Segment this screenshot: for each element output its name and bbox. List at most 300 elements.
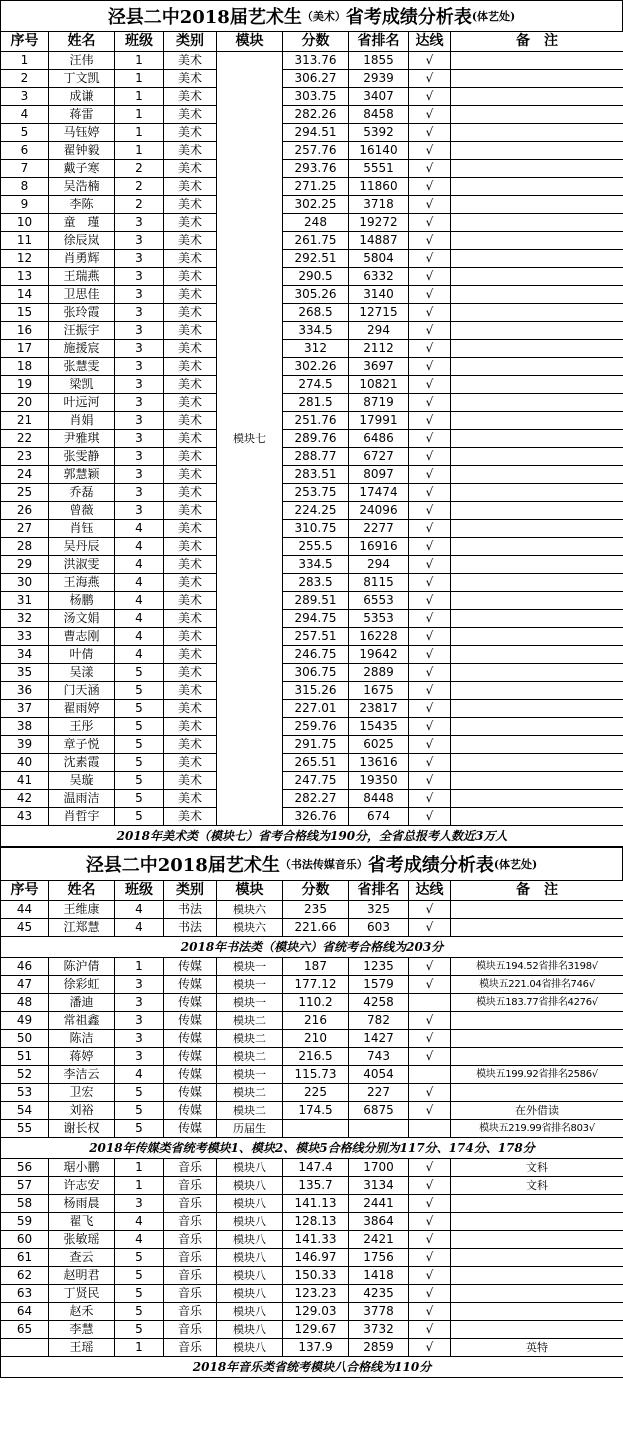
table-cell: 5804 xyxy=(349,250,409,268)
title-art-post: 省考成绩分析表 xyxy=(345,7,472,28)
table-cell: 24 xyxy=(1,466,49,484)
table-cell: 美术 xyxy=(164,466,217,484)
table-cell: √ xyxy=(409,1030,451,1048)
table-cell xyxy=(283,1120,349,1138)
table-cell: 模块二 xyxy=(217,1048,283,1066)
table-cell: 杨雨晨 xyxy=(49,1195,115,1213)
table-cell: 326.76 xyxy=(283,808,349,826)
table-cell: 模块五221.04省排名746√ xyxy=(451,976,623,994)
table-cell: 美术 xyxy=(164,592,217,610)
table-row xyxy=(1,610,623,628)
table-cell xyxy=(451,1084,623,1102)
table-cell: 张慧雯 xyxy=(49,358,115,376)
table-cell: √ xyxy=(409,1048,451,1066)
table-cell: 5 xyxy=(115,1285,164,1303)
table-cell: 150.33 xyxy=(283,1267,349,1285)
table-cell: 51 xyxy=(1,1048,49,1066)
table-cell: 177.12 xyxy=(283,976,349,994)
table-cell: 模块二 xyxy=(217,1030,283,1048)
table-cell: 5 xyxy=(115,1303,164,1321)
table-cell: 3 xyxy=(115,484,164,502)
table-cell xyxy=(451,268,623,286)
table-cell: 28 xyxy=(1,538,49,556)
table-cell: 曾薇 xyxy=(49,502,115,520)
table-cell xyxy=(451,1267,623,1285)
table-cell: 书法 xyxy=(164,919,217,937)
table-cell xyxy=(451,484,623,502)
table-cell: 琚小鹏 xyxy=(49,1159,115,1177)
table-cell: 李陈 xyxy=(49,196,115,214)
table-cell: 743 xyxy=(349,1048,409,1066)
table-cell: 4 xyxy=(115,538,164,556)
table-cell: 模块五219.99省排名803√ xyxy=(451,1120,623,1138)
table-cell: 14887 xyxy=(349,232,409,250)
table-cell: 3 xyxy=(115,976,164,994)
table-cell: √ xyxy=(409,394,451,412)
table-cell: 模块八 xyxy=(217,1285,283,1303)
table-cell xyxy=(451,901,623,919)
table-cell: 传媒 xyxy=(164,1120,217,1138)
table-cell: 赵禾 xyxy=(49,1303,115,1321)
table-cell: 施援宸 xyxy=(49,340,115,358)
table-cell: 257.76 xyxy=(283,142,349,160)
table-cell: √ xyxy=(409,178,451,196)
table-cell: 251.76 xyxy=(283,412,349,430)
table-cell: 8 xyxy=(1,178,49,196)
table-cell: 46 xyxy=(1,958,49,976)
table-cell: √ xyxy=(409,1339,451,1357)
table-cell xyxy=(451,700,623,718)
table-cell: 54 xyxy=(1,1102,49,1120)
table-cell: 3 xyxy=(115,376,164,394)
table-cell: 6 xyxy=(1,142,49,160)
table-cell: 10821 xyxy=(349,376,409,394)
table-cell xyxy=(451,1249,623,1267)
table-cell: 6727 xyxy=(349,448,409,466)
table-row xyxy=(1,196,623,214)
table-cell: 44 xyxy=(1,901,49,919)
table-cell: √ xyxy=(409,1084,451,1102)
table-cell: 5 xyxy=(115,772,164,790)
summary-row xyxy=(1,1357,623,1378)
table-cell: √ xyxy=(409,304,451,322)
table-cell: 美术 xyxy=(164,286,217,304)
table-cell: 3 xyxy=(115,466,164,484)
table-cell: √ xyxy=(409,520,451,538)
header-cell: 模块 xyxy=(217,32,283,52)
table-cell: √ xyxy=(409,1102,451,1120)
table-cell: 赵明君 xyxy=(49,1267,115,1285)
table-cell: 1675 xyxy=(349,682,409,700)
table-cell: 3 xyxy=(115,448,164,466)
table-cell: 315.26 xyxy=(283,682,349,700)
table-cell: 王彤 xyxy=(49,718,115,736)
table-cell: 3134 xyxy=(349,1177,409,1195)
table-row xyxy=(1,1195,623,1213)
table-cell: 翟雨婷 xyxy=(49,700,115,718)
table-cell: 3 xyxy=(115,394,164,412)
table-cell: 2 xyxy=(115,160,164,178)
table-cell: 3 xyxy=(115,250,164,268)
table-cell: 4235 xyxy=(349,1285,409,1303)
table-cell: 音乐 xyxy=(164,1195,217,1213)
table-cell: 47 xyxy=(1,976,49,994)
table-cell: 杨鹏 xyxy=(49,592,115,610)
table-cell xyxy=(451,304,623,322)
table-cell: 2889 xyxy=(349,664,409,682)
table-cell: 音乐 xyxy=(164,1213,217,1231)
table-cell: 294 xyxy=(349,556,409,574)
table-cell: 梁凯 xyxy=(49,376,115,394)
table-cell: 蒋婷 xyxy=(49,1048,115,1066)
title-other-post: 省考成绩分析表 xyxy=(367,855,494,876)
table-cell: 3 xyxy=(115,1012,164,1030)
table-row xyxy=(1,214,623,232)
table-cell: 15 xyxy=(1,304,49,322)
table-cell: 肖钰 xyxy=(49,520,115,538)
table-cell: 模块一 xyxy=(217,958,283,976)
table-cell: 221.66 xyxy=(283,919,349,937)
header-cell: 备 注 xyxy=(451,881,623,901)
table-cell: 34 xyxy=(1,646,49,664)
table-cell: 5 xyxy=(115,808,164,826)
table-cell: 281.5 xyxy=(283,394,349,412)
table-row xyxy=(1,1213,623,1231)
module-cell: 模块七 xyxy=(217,52,283,826)
table-cell: 5 xyxy=(115,754,164,772)
table-cell: 肖勇辉 xyxy=(49,250,115,268)
table-cell: 13616 xyxy=(349,754,409,772)
table-cell: 翟钟毅 xyxy=(49,142,115,160)
table-cell: √ xyxy=(409,700,451,718)
table-cell: 174.5 xyxy=(283,1102,349,1120)
table-cell: 音乐 xyxy=(164,1321,217,1339)
table-cell: 美术 xyxy=(164,52,217,70)
table-cell: 音乐 xyxy=(164,1285,217,1303)
table-row xyxy=(1,1066,623,1084)
table-cell: 模块八 xyxy=(217,1177,283,1195)
table-row xyxy=(1,322,623,340)
table-cell: 美术 xyxy=(164,196,217,214)
table-cell: √ xyxy=(409,538,451,556)
table-cell xyxy=(409,1066,451,1084)
table-cell xyxy=(451,340,623,358)
table-cell: 5 xyxy=(115,664,164,682)
table-cell: 1 xyxy=(115,52,164,70)
table-cell: 美术 xyxy=(164,520,217,538)
table-row xyxy=(1,304,623,322)
table-cell xyxy=(451,538,623,556)
table-cell: √ xyxy=(409,412,451,430)
table-cell: 63 xyxy=(1,1285,49,1303)
table-cell: 美术 xyxy=(164,646,217,664)
table-cell: √ xyxy=(409,790,451,808)
table-cell xyxy=(451,1285,623,1303)
table-cell: √ xyxy=(409,1177,451,1195)
table-cell: 1 xyxy=(115,142,164,160)
table-cell: 美术 xyxy=(164,556,217,574)
table-cell: √ xyxy=(409,1303,451,1321)
table-cell: 模块六 xyxy=(217,901,283,919)
table-cell: 传媒 xyxy=(164,958,217,976)
table-cell: 美术 xyxy=(164,160,217,178)
table-cell: 模块八 xyxy=(217,1213,283,1231)
table-cell: 模块八 xyxy=(217,1267,283,1285)
table-cell: 3864 xyxy=(349,1213,409,1231)
table-cell: 汪伟 xyxy=(49,52,115,70)
table-cell: 传媒 xyxy=(164,994,217,1012)
table-cell xyxy=(451,124,623,142)
table-cell: 3 xyxy=(115,322,164,340)
table-cell xyxy=(451,754,623,772)
table-cell: 5 xyxy=(115,718,164,736)
table-cell: 265.51 xyxy=(283,754,349,772)
table-row xyxy=(1,958,623,976)
table-cell: √ xyxy=(409,466,451,484)
table-cell xyxy=(451,1303,623,1321)
table-cell: 56 xyxy=(1,1159,49,1177)
table-row xyxy=(1,160,623,178)
header-cell: 班级 xyxy=(115,32,164,52)
table-cell: 282.26 xyxy=(283,106,349,124)
table-cell: 30 xyxy=(1,574,49,592)
table-row xyxy=(1,358,623,376)
table-cell: 音乐 xyxy=(164,1177,217,1195)
table-cell: 16228 xyxy=(349,628,409,646)
table-cell: 58 xyxy=(1,1195,49,1213)
table-cell: 模块八 xyxy=(217,1339,283,1357)
media-summary: 2018年传媒类省统考模块1、模块2、模块5合格线分别为117分、174分、178分 xyxy=(1,1138,623,1159)
table-cell: 传媒 xyxy=(164,1030,217,1048)
table-cell: √ xyxy=(409,358,451,376)
table-cell: √ xyxy=(409,484,451,502)
table-cell: 模块一 xyxy=(217,1066,283,1084)
table-cell: 王维康 xyxy=(49,901,115,919)
table-cell xyxy=(451,196,623,214)
table-cell: 271.25 xyxy=(283,178,349,196)
table-cell: 302.25 xyxy=(283,196,349,214)
table-cell: 书法 xyxy=(164,901,217,919)
table-cell: 文科 xyxy=(451,1177,623,1195)
table-cell xyxy=(451,718,623,736)
table-cell: 603 xyxy=(349,919,409,937)
table-cell: √ xyxy=(409,808,451,826)
table-cell: 3 xyxy=(115,214,164,232)
table-cell: 美术 xyxy=(164,142,217,160)
table-cell: 4 xyxy=(115,628,164,646)
table-cell: √ xyxy=(409,160,451,178)
table-cell: 8458 xyxy=(349,106,409,124)
table-row xyxy=(1,88,623,106)
table-cell: 246.75 xyxy=(283,646,349,664)
table-row xyxy=(1,1084,623,1102)
table-cell: 文科 xyxy=(451,1159,623,1177)
music-summary: 2018年音乐类省统考模块八合格线为110分 xyxy=(1,1357,623,1378)
table-cell: 王瑞燕 xyxy=(49,268,115,286)
table-cell xyxy=(451,574,623,592)
table-cell xyxy=(1,1339,49,1357)
table-row xyxy=(1,736,623,754)
summary-row xyxy=(1,826,623,847)
table-cell: 模块五199.92省排名2586√ xyxy=(451,1066,623,1084)
table-cell xyxy=(451,88,623,106)
table-cell xyxy=(451,376,623,394)
table-cell: 259.76 xyxy=(283,718,349,736)
header-row xyxy=(1,881,623,901)
table-cell: 美术 xyxy=(164,628,217,646)
table-cell: 1418 xyxy=(349,1267,409,1285)
table-cell: 4258 xyxy=(349,994,409,1012)
table-cell: 5 xyxy=(115,1120,164,1138)
table-cell xyxy=(409,994,451,1012)
table-cell: 141.33 xyxy=(283,1231,349,1249)
table-cell: 13 xyxy=(1,268,49,286)
table-cell: 137.9 xyxy=(283,1339,349,1357)
table-cell: 33 xyxy=(1,628,49,646)
table-cell: √ xyxy=(409,919,451,937)
table-cell: 3697 xyxy=(349,358,409,376)
table-cell: 美术 xyxy=(164,412,217,430)
table-cell: 8115 xyxy=(349,574,409,592)
table-row xyxy=(1,1048,623,1066)
table-cell: 55 xyxy=(1,1120,49,1138)
table-cell: 传媒 xyxy=(164,1084,217,1102)
table-cell: 3 xyxy=(115,286,164,304)
table-cell: 1700 xyxy=(349,1159,409,1177)
table-cell: 227.01 xyxy=(283,700,349,718)
table-cell: 4 xyxy=(115,901,164,919)
table-cell: 1 xyxy=(115,70,164,88)
table-cell: 22 xyxy=(1,430,49,448)
table-row xyxy=(1,1249,623,1267)
table-cell: 模块一 xyxy=(217,994,283,1012)
table-cell: 8097 xyxy=(349,466,409,484)
table-cell: √ xyxy=(409,52,451,70)
table-cell: 6875 xyxy=(349,1102,409,1120)
table-cell: 289.51 xyxy=(283,592,349,610)
table-cell: 汪振宇 xyxy=(49,322,115,340)
table-row xyxy=(1,466,623,484)
table-cell: 19642 xyxy=(349,646,409,664)
table-cell: 3778 xyxy=(349,1303,409,1321)
table-cell: 4 xyxy=(115,1213,164,1231)
table-cell: 卫宏 xyxy=(49,1084,115,1102)
table-cell: 童 瑾 xyxy=(49,214,115,232)
table-cell xyxy=(451,322,623,340)
table-cell: 4054 xyxy=(349,1066,409,1084)
table-cell: 李慧 xyxy=(49,1321,115,1339)
table-cell: 62 xyxy=(1,1267,49,1285)
table-cell: 1 xyxy=(115,1159,164,1177)
header-cell: 班级 xyxy=(115,881,164,901)
table-cell: √ xyxy=(409,1195,451,1213)
table-cell: 美术 xyxy=(164,502,217,520)
table-row xyxy=(1,1030,623,1048)
table-cell: 303.75 xyxy=(283,88,349,106)
table-cell xyxy=(451,70,623,88)
table-cell xyxy=(451,1195,623,1213)
table-cell: 283.5 xyxy=(283,574,349,592)
table-cell: 40 xyxy=(1,754,49,772)
table-cell: 6025 xyxy=(349,736,409,754)
table-cell: 传媒 xyxy=(164,1066,217,1084)
table-row xyxy=(1,574,623,592)
table-cell: 14 xyxy=(1,286,49,304)
table-cell: 26 xyxy=(1,502,49,520)
table-cell xyxy=(451,430,623,448)
table-cell xyxy=(451,232,623,250)
table-cell: 潘迪 xyxy=(49,994,115,1012)
table-cell: 徐辰岚 xyxy=(49,232,115,250)
table-cell: 美术 xyxy=(164,736,217,754)
table-row xyxy=(1,1321,623,1339)
table-cell: √ xyxy=(409,610,451,628)
table-cell: 135.7 xyxy=(283,1177,349,1195)
table-cell: 294 xyxy=(349,322,409,340)
table-row xyxy=(1,1231,623,1249)
table-cell: 张敏瑶 xyxy=(49,1231,115,1249)
table-cell: 模块二 xyxy=(217,1084,283,1102)
header-cell: 姓名 xyxy=(49,32,115,52)
table-cell: 306.27 xyxy=(283,70,349,88)
table-cell: 65 xyxy=(1,1321,49,1339)
table-row xyxy=(1,976,623,994)
table-cell: 3718 xyxy=(349,196,409,214)
table-cell: 吴漾 xyxy=(49,664,115,682)
table-cell: √ xyxy=(409,556,451,574)
table-cell: 52 xyxy=(1,1066,49,1084)
table-row xyxy=(1,52,623,70)
table-cell: 334.5 xyxy=(283,556,349,574)
table-cell: 4 xyxy=(115,610,164,628)
table-cell: 丁文凯 xyxy=(49,70,115,88)
table-cell: 248 xyxy=(283,214,349,232)
table-cell: 48 xyxy=(1,994,49,1012)
table-cell: √ xyxy=(409,574,451,592)
table-cell: 3 xyxy=(115,268,164,286)
table-row xyxy=(1,1285,623,1303)
table-cell: 3 xyxy=(115,232,164,250)
header-cell: 分数 xyxy=(283,32,349,52)
table-cell: 3 xyxy=(115,430,164,448)
table-cell: 美术 xyxy=(164,106,217,124)
table-cell: 1 xyxy=(115,1339,164,1357)
table-cell: 129.03 xyxy=(283,1303,349,1321)
table-cell: 3 xyxy=(115,304,164,322)
table-cell xyxy=(451,628,623,646)
art-summary: 2018年美术类（模块七）省考合格线为190分，全省总报考人数近3万人 xyxy=(1,826,623,847)
table-cell: √ xyxy=(409,196,451,214)
table-cell: 12715 xyxy=(349,304,409,322)
table-cell: 肖娟 xyxy=(49,412,115,430)
table-cell: 美术 xyxy=(164,394,217,412)
table-cell: 782 xyxy=(349,1012,409,1030)
table-cell: 1579 xyxy=(349,976,409,994)
table-cell: 美术 xyxy=(164,700,217,718)
table-cell: 尹雅琪 xyxy=(49,430,115,448)
table-cell: √ xyxy=(409,322,451,340)
table-cell: 5 xyxy=(115,1321,164,1339)
table-cell xyxy=(451,556,623,574)
table-cell: 334.5 xyxy=(283,322,349,340)
table-cell: 16 xyxy=(1,322,49,340)
title-art-pre: 泾县二中2018届艺术生 xyxy=(107,7,302,28)
table-cell xyxy=(451,736,623,754)
table-cell: 2277 xyxy=(349,520,409,538)
table-cell: 传媒 xyxy=(164,1048,217,1066)
table-cell: 4 xyxy=(115,646,164,664)
table-cell: 3 xyxy=(115,1048,164,1066)
